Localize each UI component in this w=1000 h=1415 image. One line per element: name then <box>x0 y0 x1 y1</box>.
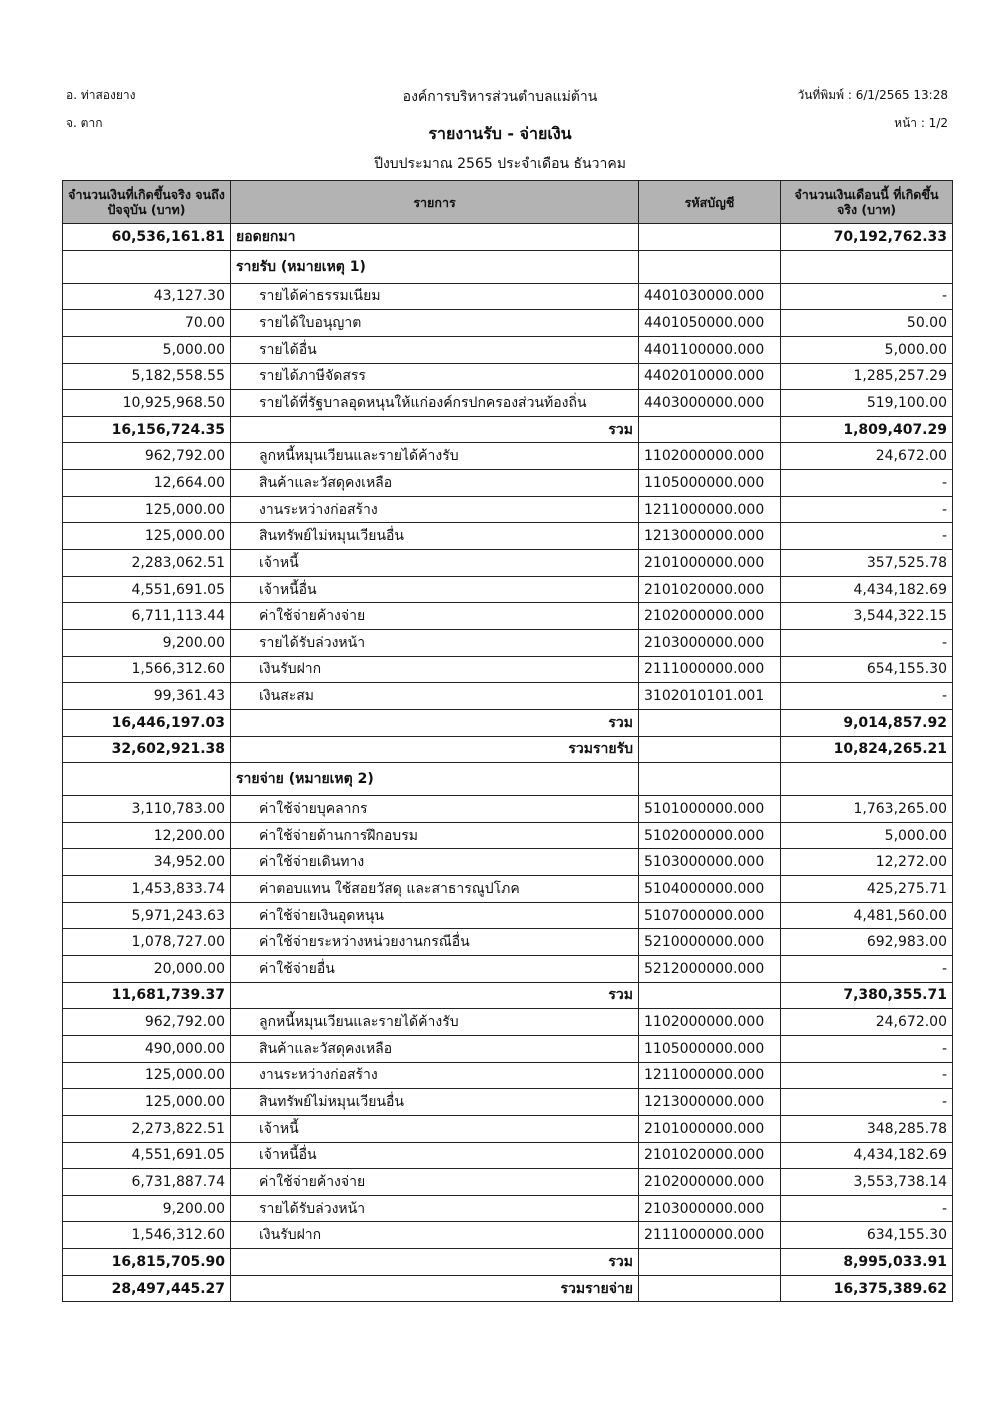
item-description-cell: ค่าใช้จ่ายด้านการฝึกอบรม <box>231 822 639 849</box>
account-code-cell: 5212000000.000 <box>639 956 781 983</box>
column-header-item: รายการ <box>231 181 639 224</box>
table-row <box>63 709 953 736</box>
item-description-cell: รายจ่าย (หมายเหตุ 2) <box>231 763 639 796</box>
table-row <box>63 849 953 876</box>
item-description-cell: ค่าใช้จ่ายบุคลากร <box>231 796 639 823</box>
account-code-cell: 2103000000.000 <box>639 1195 781 1222</box>
month-amount-cell: - <box>781 956 953 983</box>
table-row <box>63 1222 953 1249</box>
table-row <box>63 1009 953 1036</box>
table-row <box>63 550 953 577</box>
ytd-amount-cell: 125,000.00 <box>63 1062 231 1089</box>
account-code-cell: 1211000000.000 <box>639 1062 781 1089</box>
report-title: รายงานรับ - จ่ายเงิน <box>428 124 572 143</box>
ytd-amount-cell: 70.00 <box>63 310 231 337</box>
table-row <box>63 576 953 603</box>
item-description-cell: เจ้าหนี้ <box>231 1115 639 1142</box>
table-row <box>63 902 953 929</box>
account-code-cell: 1105000000.000 <box>639 1035 781 1062</box>
account-code-cell: 4401100000.000 <box>639 336 781 363</box>
ytd-amount-cell: 12,664.00 <box>63 470 231 497</box>
table-row <box>63 1142 953 1169</box>
item-description-cell: ค่าใช้จ่ายระหว่างหน่วยงานกรณีอื่น <box>231 929 639 956</box>
account-code-cell: 1102000000.000 <box>639 1009 781 1036</box>
item-description-cell: เงินสะสม <box>231 683 639 710</box>
item-description-cell: เจ้าหนี้ <box>231 550 639 577</box>
month-amount-cell: - <box>781 1062 953 1089</box>
item-description-cell: สินค้าและวัสดุคงเหลือ <box>231 470 639 497</box>
item-description-cell: รวมรายรับ <box>231 736 639 763</box>
account-code-cell <box>639 763 781 796</box>
account-code-cell: 2101000000.000 <box>639 550 781 577</box>
ytd-amount-cell: 1,566,312.60 <box>63 656 231 683</box>
account-code-cell <box>639 1275 781 1302</box>
month-amount-cell: 1,809,407.29 <box>781 416 953 443</box>
month-amount-cell: 24,672.00 <box>781 443 953 470</box>
item-description-cell: เจ้าหนี้อื่น <box>231 576 639 603</box>
item-description-cell: งานระหว่างก่อสร้าง <box>231 496 639 523</box>
table-row <box>63 336 953 363</box>
month-amount-cell: 634,155.30 <box>781 1222 953 1249</box>
account-code-cell: 1102000000.000 <box>639 443 781 470</box>
ytd-amount-cell: 490,000.00 <box>63 1035 231 1062</box>
month-amount-cell: 10,824,265.21 <box>781 736 953 763</box>
ytd-amount-cell: 5,182,558.55 <box>63 363 231 390</box>
item-description-cell: เงินรับฝาก <box>231 1222 639 1249</box>
ytd-amount-cell: 2,273,822.51 <box>63 1115 231 1142</box>
ytd-amount-cell: 2,283,062.51 <box>63 550 231 577</box>
table-row <box>63 683 953 710</box>
month-amount-cell: 519,100.00 <box>781 390 953 417</box>
column-header-ytd: จำนวนเงินที่เกิดขึ้นจริง จนถึงปัจจุบัน (บาท) <box>63 181 231 224</box>
ytd-amount-cell: 125,000.00 <box>63 523 231 550</box>
item-description-cell: รวม <box>231 982 639 1009</box>
month-amount-cell <box>781 250 953 283</box>
ytd-amount-cell: 5,000.00 <box>63 336 231 363</box>
month-amount-cell: 24,672.00 <box>781 1009 953 1036</box>
receipts-payments-table <box>62 180 953 1302</box>
month-amount-cell: 70,192,762.33 <box>781 224 953 251</box>
ytd-amount-cell: 125,000.00 <box>63 496 231 523</box>
item-description-cell: สินทรัพย์ไม่หมุนเวียนอื่น <box>231 1089 639 1116</box>
month-amount-cell: 3,553,738.14 <box>781 1169 953 1196</box>
account-code-cell: 5210000000.000 <box>639 929 781 956</box>
table-row <box>63 876 953 903</box>
month-amount-cell: 4,434,182.69 <box>781 576 953 603</box>
ytd-amount-cell: 1,453,833.74 <box>63 876 231 903</box>
table-row <box>63 1062 953 1089</box>
table-row <box>63 470 953 497</box>
ytd-amount-cell: 43,127.30 <box>63 283 231 310</box>
item-description-cell: เจ้าหนี้อื่น <box>231 1142 639 1169</box>
table-row <box>63 283 953 310</box>
month-amount-cell: 1,285,257.29 <box>781 363 953 390</box>
item-description-cell: รวม <box>231 416 639 443</box>
account-code-cell: 2101000000.000 <box>639 1115 781 1142</box>
ytd-amount-cell: 1,546,312.60 <box>63 1222 231 1249</box>
table-row <box>63 929 953 956</box>
month-amount-cell: 357,525.78 <box>781 550 953 577</box>
item-description-cell: รายได้ภาษีจัดสรร <box>231 363 639 390</box>
ytd-amount-cell: 962,792.00 <box>63 443 231 470</box>
account-code-cell <box>639 982 781 1009</box>
item-description-cell: ลูกหนี้หมุนเวียนและรายได้ค้างรับ <box>231 443 639 470</box>
account-code-cell: 5101000000.000 <box>639 796 781 823</box>
account-code-cell: 5102000000.000 <box>639 822 781 849</box>
table-row <box>63 982 953 1009</box>
table-row <box>63 310 953 337</box>
account-code-cell <box>639 250 781 283</box>
month-amount-cell: 50.00 <box>781 310 953 337</box>
table-row <box>63 1275 953 1302</box>
account-code-cell: 2111000000.000 <box>639 1222 781 1249</box>
table-row <box>63 363 953 390</box>
month-amount-cell: - <box>781 496 953 523</box>
month-amount-cell: 8,995,033.91 <box>781 1249 953 1276</box>
month-amount-cell: 5,000.00 <box>781 822 953 849</box>
account-code-cell: 1213000000.000 <box>639 1089 781 1116</box>
account-code-cell: 5103000000.000 <box>639 849 781 876</box>
table-row <box>63 390 953 417</box>
month-amount-cell: - <box>781 283 953 310</box>
ytd-amount-cell: 10,925,968.50 <box>63 390 231 417</box>
ytd-amount-cell: 5,971,243.63 <box>63 902 231 929</box>
month-amount-cell: 4,434,182.69 <box>781 1142 953 1169</box>
ytd-amount-cell: 16,446,197.03 <box>63 709 231 736</box>
item-description-cell: รวมรายจ่าย <box>231 1275 639 1302</box>
item-description-cell: ค่าใช้จ่ายอื่น <box>231 956 639 983</box>
ytd-amount-cell: 4,551,691.05 <box>63 1142 231 1169</box>
account-code-cell: 4403000000.000 <box>639 390 781 417</box>
item-description-cell: รายได้ใบอนุญาต <box>231 310 639 337</box>
ytd-amount-cell: 32,602,921.38 <box>63 736 231 763</box>
province-label: จ. ตาก <box>66 116 103 130</box>
report-period: ปีงบประมาณ 2565 ประจำเดือน ธันวาคม <box>374 156 626 172</box>
ytd-amount-cell: 6,731,887.74 <box>63 1169 231 1196</box>
month-amount-cell: 5,000.00 <box>781 336 953 363</box>
ytd-amount-cell: 12,200.00 <box>63 822 231 849</box>
ytd-amount-cell: 1,078,727.00 <box>63 929 231 956</box>
month-amount-cell: - <box>781 1195 953 1222</box>
item-description-cell: งานระหว่างก่อสร้าง <box>231 1062 639 1089</box>
item-description-cell: ค่าตอบแทน ใช้สอยวัสดุ และสาธารณูปโภค <box>231 876 639 903</box>
ytd-amount-cell: 34,952.00 <box>63 849 231 876</box>
ytd-amount-cell: 28,497,445.27 <box>63 1275 231 1302</box>
month-amount-cell: - <box>781 683 953 710</box>
table-row <box>63 1115 953 1142</box>
account-code-cell: 3102010101.001 <box>639 683 781 710</box>
account-code-cell <box>639 1249 781 1276</box>
table-row <box>63 822 953 849</box>
item-description-cell: ค่าใช้จ่ายเงินอุดหนุน <box>231 902 639 929</box>
account-code-cell <box>639 224 781 251</box>
table-row <box>63 523 953 550</box>
ytd-amount-cell: 16,815,705.90 <box>63 1249 231 1276</box>
month-amount-cell: 3,544,322.15 <box>781 603 953 630</box>
table-row <box>63 956 953 983</box>
ytd-amount-cell: 11,681,739.37 <box>63 982 231 1009</box>
ytd-amount-cell: 9,200.00 <box>63 629 231 656</box>
table-row <box>63 1089 953 1116</box>
table-row <box>63 1169 953 1196</box>
table-row <box>63 1249 953 1276</box>
item-description-cell: ลูกหนี้หมุนเวียนและรายได้ค้างรับ <box>231 1009 639 1036</box>
account-code-cell: 1213000000.000 <box>639 523 781 550</box>
account-code-cell: 4401050000.000 <box>639 310 781 337</box>
item-description-cell: สินค้าและวัสดุคงเหลือ <box>231 1035 639 1062</box>
ytd-amount-cell: 6,711,113.44 <box>63 603 231 630</box>
account-code-cell: 4402010000.000 <box>639 363 781 390</box>
item-description-cell: สินทรัพย์ไม่หมุนเวียนอื่น <box>231 523 639 550</box>
account-code-cell: 2111000000.000 <box>639 656 781 683</box>
table-row <box>63 763 953 796</box>
table-row <box>63 1195 953 1222</box>
district-label: อ. ท่าสองยาง <box>66 88 136 102</box>
month-amount-cell: 7,380,355.71 <box>781 982 953 1009</box>
ytd-amount-cell: 125,000.00 <box>63 1089 231 1116</box>
ytd-amount-cell: 60,536,161.81 <box>63 224 231 251</box>
month-amount-cell: 654,155.30 <box>781 656 953 683</box>
item-description-cell: รายรับ (หมายเหตุ 1) <box>231 250 639 283</box>
month-amount-cell: 1,763,265.00 <box>781 796 953 823</box>
table-row <box>63 629 953 656</box>
print-date: วันที่พิมพ์ : 6/1/2565 13:28 <box>797 88 948 102</box>
table-header-row <box>63 181 953 224</box>
item-description-cell: ยอดยกมา <box>231 224 639 251</box>
ytd-amount-cell: 962,792.00 <box>63 1009 231 1036</box>
item-description-cell: รายได้รับล่วงหน้า <box>231 1195 639 1222</box>
item-description-cell: รายได้รับล่วงหน้า <box>231 629 639 656</box>
table-row <box>63 796 953 823</box>
item-description-cell: ค่าใช้จ่ายค้างจ่าย <box>231 603 639 630</box>
item-description-cell: รวม <box>231 709 639 736</box>
month-amount-cell: - <box>781 629 953 656</box>
table-row <box>63 416 953 443</box>
page-number: หน้า : 1/2 <box>894 116 948 130</box>
account-code-cell <box>639 416 781 443</box>
month-amount-cell: - <box>781 1035 953 1062</box>
table-row <box>63 250 953 283</box>
account-code-cell <box>639 709 781 736</box>
account-code-cell: 2103000000.000 <box>639 629 781 656</box>
table-row <box>63 496 953 523</box>
ytd-amount-cell <box>63 250 231 283</box>
table-row <box>63 1035 953 1062</box>
month-amount-cell <box>781 763 953 796</box>
account-code-cell: 4401030000.000 <box>639 283 781 310</box>
account-code-cell: 2102000000.000 <box>639 603 781 630</box>
column-header-month: จำนวนเงินเดือนนี้ ที่เกิดขึ้นจริง (บาท) <box>781 181 953 224</box>
month-amount-cell: 4,481,560.00 <box>781 902 953 929</box>
item-description-cell: ค่าใช้จ่ายเดินทาง <box>231 849 639 876</box>
ytd-amount-cell: 16,156,724.35 <box>63 416 231 443</box>
ytd-amount-cell: 99,361.43 <box>63 683 231 710</box>
item-description-cell: รวม <box>231 1249 639 1276</box>
account-code-cell <box>639 736 781 763</box>
account-code-cell: 1211000000.000 <box>639 496 781 523</box>
table-row <box>63 603 953 630</box>
month-amount-cell: 9,014,857.92 <box>781 709 953 736</box>
item-description-cell: เงินรับฝาก <box>231 656 639 683</box>
month-amount-cell: 348,285.78 <box>781 1115 953 1142</box>
month-amount-cell: - <box>781 470 953 497</box>
item-description-cell: รายได้อื่น <box>231 336 639 363</box>
account-code-cell: 2101020000.000 <box>639 1142 781 1169</box>
table-row <box>63 224 953 251</box>
ytd-amount-cell: 3,110,783.00 <box>63 796 231 823</box>
month-amount-cell: 16,375,389.62 <box>781 1275 953 1302</box>
item-description-cell: ค่าใช้จ่ายค้างจ่าย <box>231 1169 639 1196</box>
table-row <box>63 443 953 470</box>
month-amount-cell: - <box>781 523 953 550</box>
month-amount-cell: - <box>781 1089 953 1116</box>
table-row <box>63 736 953 763</box>
account-code-cell: 2102000000.000 <box>639 1169 781 1196</box>
account-code-cell: 5107000000.000 <box>639 902 781 929</box>
table-row <box>63 656 953 683</box>
month-amount-cell: 692,983.00 <box>781 929 953 956</box>
item-description-cell: รายได้ค่าธรรมเนียม <box>231 283 639 310</box>
ytd-amount-cell: 20,000.00 <box>63 956 231 983</box>
organization-name: องค์การบริหารส่วนตำบลแม่ต้าน <box>402 89 598 105</box>
ytd-amount-cell: 9,200.00 <box>63 1195 231 1222</box>
column-header-code: รหัสบัญชี <box>639 181 781 224</box>
account-code-cell: 5104000000.000 <box>639 876 781 903</box>
item-description-cell: รายได้ที่รัฐบาลอุดหนุนให้แก่องค์กรปกครองส่วนท้องถิ่น <box>231 390 639 417</box>
account-code-cell: 2101020000.000 <box>639 576 781 603</box>
ytd-amount-cell: 4,551,691.05 <box>63 576 231 603</box>
month-amount-cell: 12,272.00 <box>781 849 953 876</box>
account-code-cell: 1105000000.000 <box>639 470 781 497</box>
month-amount-cell: 425,275.71 <box>781 876 953 903</box>
ytd-amount-cell <box>63 763 231 796</box>
